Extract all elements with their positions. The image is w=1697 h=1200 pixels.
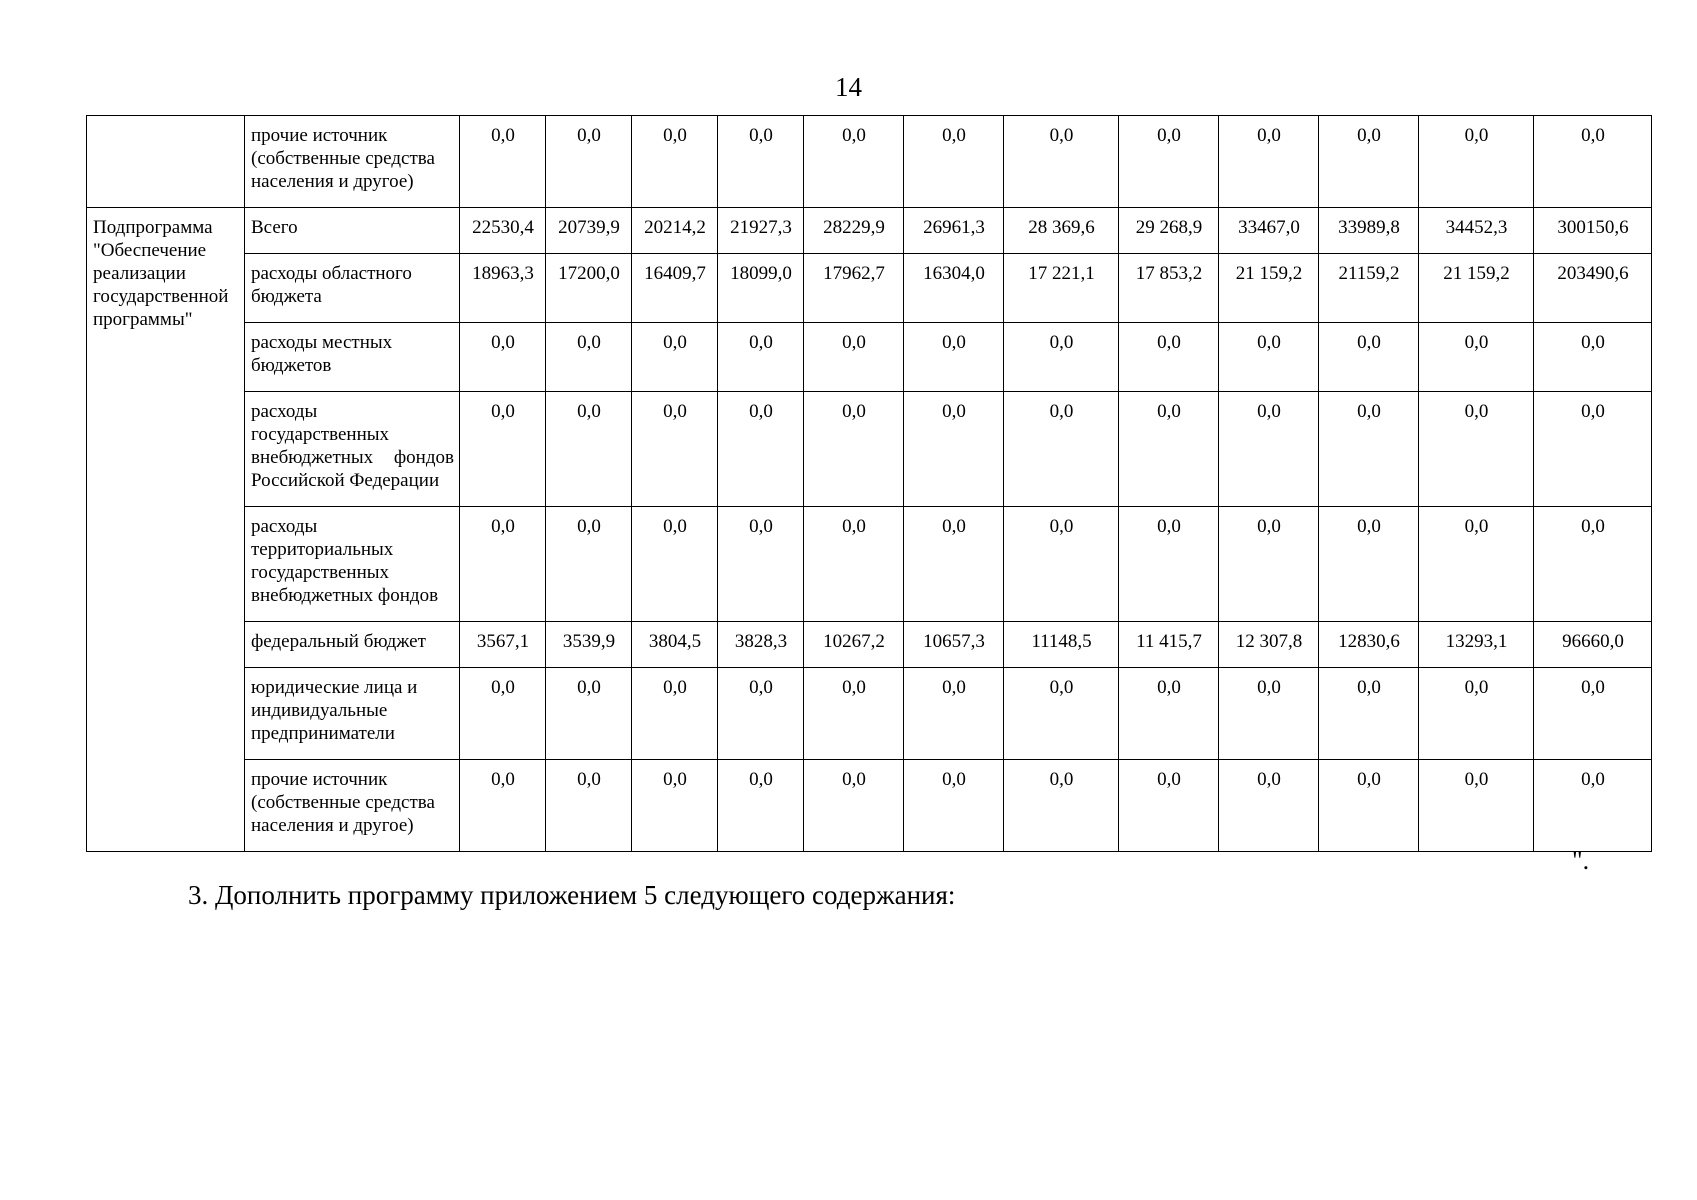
value-cell: 0,0 <box>1004 760 1119 852</box>
value-cell: 0,0 <box>904 323 1004 392</box>
value-cell: 20739,9 <box>546 208 632 254</box>
value-cell: 17 221,1 <box>1004 254 1119 323</box>
value-cell: 0,0 <box>804 668 904 760</box>
value-cell: 22530,4 <box>460 208 546 254</box>
value-cell: 0,0 <box>1004 116 1119 208</box>
budget-table <box>86 115 1652 852</box>
value-cell: 0,0 <box>1419 760 1534 852</box>
value-cell: 10267,2 <box>804 622 904 668</box>
value-cell: 0,0 <box>1419 392 1534 507</box>
value-cell: 0,0 <box>1319 392 1419 507</box>
empty-subprogram-cell <box>87 116 245 208</box>
value-cell: 0,0 <box>1119 668 1219 760</box>
value-cell: 20214,2 <box>632 208 718 254</box>
value-cell: 0,0 <box>718 116 804 208</box>
value-cell: 0,0 <box>1319 668 1419 760</box>
value-cell: 0,0 <box>718 323 804 392</box>
value-cell: 0,0 <box>460 323 546 392</box>
value-cell: 0,0 <box>904 507 1004 622</box>
value-cell: 0,0 <box>718 392 804 507</box>
value-cell: 33467,0 <box>1219 208 1319 254</box>
value-cell: 17962,7 <box>804 254 904 323</box>
source-label: расходы местных бюджетов <box>245 323 460 392</box>
table-row <box>87 323 1652 392</box>
value-cell: 0,0 <box>1119 116 1219 208</box>
value-cell: 0,0 <box>1219 668 1319 760</box>
subprogram-title: Подпрограмма "Обеспечение реализации государственной программы" <box>87 208 245 852</box>
source-label: Всего <box>245 208 460 254</box>
value-cell: 0,0 <box>1119 760 1219 852</box>
value-cell: 0,0 <box>804 116 904 208</box>
value-cell: 29 268,9 <box>1119 208 1219 254</box>
value-cell: 0,0 <box>632 507 718 622</box>
value-cell: 0,0 <box>718 507 804 622</box>
value-cell: 0,0 <box>1004 668 1119 760</box>
value-cell: 18963,3 <box>460 254 546 323</box>
table-row-top <box>87 116 1652 208</box>
table-row <box>87 668 1652 760</box>
value-cell: 3804,5 <box>632 622 718 668</box>
table-row <box>87 392 1652 507</box>
value-cell: 17200,0 <box>546 254 632 323</box>
value-cell: 0,0 <box>1319 323 1419 392</box>
value-cell: 0,0 <box>804 392 904 507</box>
value-cell: 11 415,7 <box>1119 622 1219 668</box>
value-cell: 0,0 <box>460 116 546 208</box>
value-cell: 0,0 <box>1319 760 1419 852</box>
value-cell: 21 159,2 <box>1219 254 1319 323</box>
source-label: федеральный бюджет <box>245 622 460 668</box>
value-cell: 0,0 <box>546 760 632 852</box>
value-cell: 0,0 <box>904 116 1004 208</box>
table-row <box>87 760 1652 852</box>
value-cell: 0,0 <box>1534 760 1652 852</box>
value-cell: 21159,2 <box>1319 254 1419 323</box>
value-cell: 0,0 <box>1119 323 1219 392</box>
value-cell: 16409,7 <box>632 254 718 323</box>
value-cell: 0,0 <box>1534 116 1652 208</box>
value-cell: 16304,0 <box>904 254 1004 323</box>
value-cell: 0,0 <box>804 507 904 622</box>
value-cell: 17 853,2 <box>1119 254 1219 323</box>
closing-quote: ". <box>1572 846 1590 875</box>
value-cell: 34452,3 <box>1419 208 1534 254</box>
value-cell: 3567,1 <box>460 622 546 668</box>
value-cell: 33989,8 <box>1319 208 1419 254</box>
value-cell: 96660,0 <box>1534 622 1652 668</box>
value-cell: 0,0 <box>632 116 718 208</box>
value-cell: 0,0 <box>1219 323 1319 392</box>
value-cell: 300150,6 <box>1534 208 1652 254</box>
value-cell: 0,0 <box>632 760 718 852</box>
value-cell: 0,0 <box>804 760 904 852</box>
value-cell: 0,0 <box>1419 507 1534 622</box>
value-cell: 3539,9 <box>546 622 632 668</box>
page-number: 14 <box>835 72 862 102</box>
value-cell: 0,0 <box>1119 392 1219 507</box>
value-cell: 0,0 <box>546 116 632 208</box>
value-cell: 0,0 <box>718 668 804 760</box>
source-label: расходы территориальных государственных внебюджетных фондов <box>245 507 460 622</box>
value-cell: 0,0 <box>1319 116 1419 208</box>
value-cell: 0,0 <box>1419 116 1534 208</box>
value-cell: 0,0 <box>1219 116 1319 208</box>
value-cell: 0,0 <box>460 507 546 622</box>
value-cell: 0,0 <box>718 760 804 852</box>
value-cell: 0,0 <box>1419 668 1534 760</box>
table-row <box>87 254 1652 323</box>
source-label: прочие источник (собственные средства населения и другое) <box>245 116 460 208</box>
body-paragraph: 3. Дополнить программу приложением 5 следующего содержания: <box>188 880 956 910</box>
table-row <box>87 507 1652 622</box>
source-label: прочие источник (собственные средства населения и другое) <box>245 760 460 852</box>
value-cell: 10657,3 <box>904 622 1004 668</box>
table-row <box>87 208 1652 254</box>
value-cell: 0,0 <box>632 668 718 760</box>
value-cell: 0,0 <box>1004 323 1119 392</box>
value-cell: 0,0 <box>460 760 546 852</box>
value-cell: 0,0 <box>1004 507 1119 622</box>
value-cell: 0,0 <box>1004 392 1119 507</box>
value-cell: 28 369,6 <box>1004 208 1119 254</box>
table-row <box>87 622 1652 668</box>
value-cell: 0,0 <box>1534 323 1652 392</box>
value-cell: 0,0 <box>1119 507 1219 622</box>
value-cell: 0,0 <box>904 668 1004 760</box>
value-cell: 0,0 <box>546 323 632 392</box>
value-cell: 0,0 <box>546 507 632 622</box>
value-cell: 0,0 <box>632 392 718 507</box>
value-cell: 26961,3 <box>904 208 1004 254</box>
value-cell: 0,0 <box>1219 392 1319 507</box>
value-cell: 0,0 <box>1534 392 1652 507</box>
value-cell: 13293,1 <box>1419 622 1534 668</box>
source-label: расходы областного бюджета <box>245 254 460 323</box>
source-label: расходы государственных внебюджетных фондов Российской Федерации <box>245 392 460 507</box>
value-cell: 0,0 <box>1319 507 1419 622</box>
value-cell: 0,0 <box>460 668 546 760</box>
value-cell: 0,0 <box>804 323 904 392</box>
value-cell: 0,0 <box>1534 507 1652 622</box>
value-cell: 18099,0 <box>718 254 804 323</box>
value-cell: 21927,3 <box>718 208 804 254</box>
value-cell: 0,0 <box>546 392 632 507</box>
value-cell: 21 159,2 <box>1419 254 1534 323</box>
value-cell: 0,0 <box>1219 760 1319 852</box>
value-cell: 0,0 <box>1219 507 1319 622</box>
value-cell: 12 307,8 <box>1219 622 1319 668</box>
value-cell: 0,0 <box>632 323 718 392</box>
value-cell: 11148,5 <box>1004 622 1119 668</box>
value-cell: 0,0 <box>1419 323 1534 392</box>
value-cell: 0,0 <box>1534 668 1652 760</box>
value-cell: 0,0 <box>904 760 1004 852</box>
value-cell: 0,0 <box>546 668 632 760</box>
value-cell: 12830,6 <box>1319 622 1419 668</box>
source-label: юридические лица и индивидуальные предприниматели <box>245 668 460 760</box>
value-cell: 0,0 <box>904 392 1004 507</box>
value-cell: 28229,9 <box>804 208 904 254</box>
value-cell: 0,0 <box>460 392 546 507</box>
value-cell: 3828,3 <box>718 622 804 668</box>
value-cell: 203490,6 <box>1534 254 1652 323</box>
